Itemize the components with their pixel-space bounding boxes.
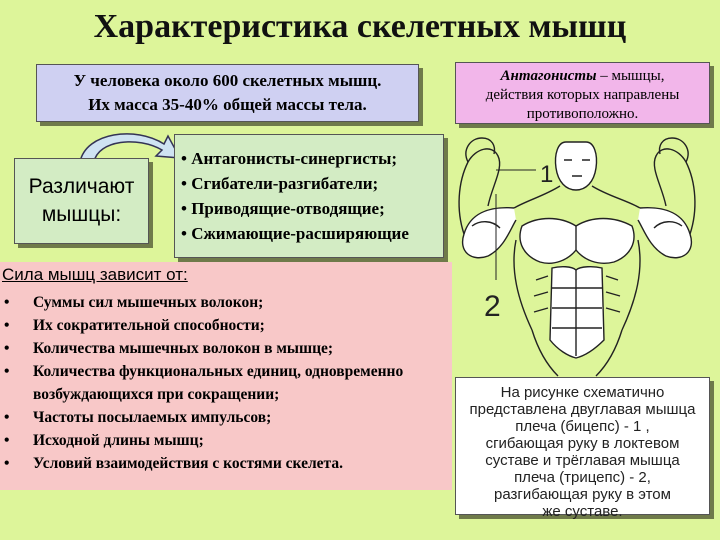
- caption-line: плеча (трицепс) - 2,: [514, 469, 651, 486]
- strength-factor-item: [4, 429, 448, 452]
- antagonists-term: Антагонисты: [500, 68, 597, 84]
- strength-heading: Сила мышц зависит от:: [2, 265, 188, 284]
- bullet-icon: •: [4, 294, 10, 311]
- muscle-types-box: [174, 134, 444, 258]
- caption-line: разгибающая руку в этом: [494, 486, 671, 503]
- caption-line: суставе и трёглавая мышца: [485, 452, 680, 469]
- distinguish-box: [14, 158, 149, 244]
- strength-factor-text: Количества мышечных волокон в мышце;: [33, 340, 334, 357]
- figure-label-1: 1: [540, 161, 554, 188]
- strength-factor-item: [4, 406, 448, 429]
- bullet-icon: •: [4, 317, 10, 334]
- antagonists-definition-box: [455, 62, 710, 124]
- strength-factor-text: Частоты посылаемых импульсов;: [33, 409, 272, 426]
- bullet-icon: •: [4, 340, 10, 357]
- caption-line: же суставе.: [542, 503, 623, 520]
- muscular-torso-illustration: [448, 130, 720, 378]
- bullet-icon: •: [4, 455, 10, 472]
- bullet-icon: •: [4, 363, 10, 380]
- page-title: Характеристика скелетных мышц: [93, 8, 627, 45]
- strength-factor-text: Количества функциональных единиц, одновременно возбуждающихся при сокращении;: [33, 363, 404, 403]
- caption-line: плеча (бицепс) - 1 ,: [515, 418, 650, 435]
- strength-factor-text: Исходной длины мышц;: [33, 432, 204, 449]
- strength-factor-item: [4, 291, 448, 314]
- caption-line: представлена двуглавая мышца: [469, 401, 696, 418]
- strength-factor-item: [4, 452, 448, 475]
- strength-factors-list: [4, 291, 448, 475]
- intro-line-2: Их масса 35-40% общей массы тела.: [88, 95, 367, 114]
- bullet-icon: •: [4, 409, 10, 426]
- bullet-icon: •: [4, 432, 10, 449]
- antagonists-line-1: [456, 67, 709, 86]
- figure-label-2: 2: [484, 290, 501, 323]
- caption-line: На рисунке схематично: [500, 384, 665, 401]
- antagonists-def-2: действия которых направлены: [485, 87, 680, 103]
- strength-factor-item: [4, 337, 448, 360]
- strength-factor-item: [4, 360, 448, 406]
- strength-factor-text: Суммы сил мышечных волокон;: [33, 294, 264, 311]
- muscle-strength-box: [0, 262, 452, 490]
- antagonists-def-3: противоположно.: [526, 106, 639, 122]
- muscle-type-item: • Приводящие-отводящие;: [181, 199, 385, 218]
- strength-factor-text: Условий взаимодействия с костями скелета.: [33, 455, 343, 472]
- muscle-type-item: • Антагонисты-синергисты;: [181, 149, 398, 168]
- caption-line: сгибающая руку в локтевом: [485, 435, 680, 452]
- intro-line-1: У человека около 600 скелетных мышц.: [73, 71, 382, 90]
- distinguish-line-1: Различают: [28, 175, 135, 198]
- muscle-type-item: • Сжимающие-расширяющие: [181, 224, 409, 243]
- figure-caption-box: [455, 377, 710, 520]
- intro-box: [36, 64, 419, 122]
- distinguish-line-2: мышцы:: [41, 203, 122, 226]
- muscle-type-item: • Сгибатели-разгибатели;: [181, 174, 379, 193]
- strength-factor-item: [4, 314, 448, 337]
- antagonists-def-1: – мышцы,: [596, 68, 665, 84]
- strength-factor-text: Их сократительной способности;: [33, 317, 265, 334]
